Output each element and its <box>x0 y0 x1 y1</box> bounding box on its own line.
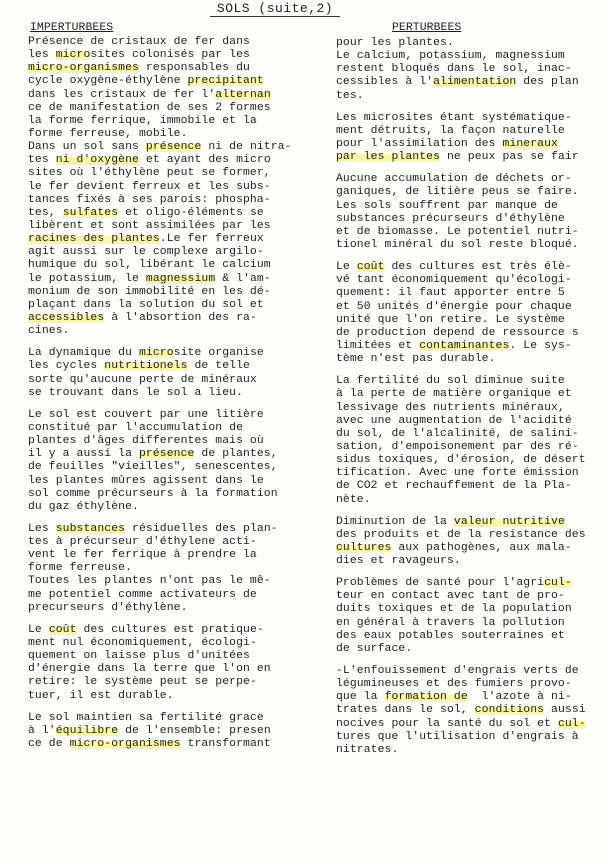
text-line: sol comme précurseurs à la formation <box>28 487 278 500</box>
text-line: libèrent et sont assimilées par les <box>28 219 271 232</box>
text-line: nitrates. <box>336 743 399 756</box>
text-line: agit aussi sur le complexe argilo- <box>28 246 264 259</box>
paragraph-gap <box>336 252 606 261</box>
paragraph <box>28 712 304 751</box>
text-line: Toutes les plantes n'ont pas le mê- <box>28 575 271 588</box>
text-line: nète. <box>336 493 371 506</box>
text-line: racines des plantes.Le fer ferreux <box>28 233 264 246</box>
paragraph-gap <box>28 400 304 409</box>
text-line: Les sols souffrent par manque de <box>336 199 558 212</box>
paragraph <box>336 516 606 569</box>
text-line: de production depend de ressource s <box>336 326 579 339</box>
text-line: dans les cristaux de fer l'alternan <box>28 88 271 101</box>
text-line: à la perte de matière organique et <box>336 388 572 401</box>
text-line: tionel minéral du sol reste bloqué. <box>336 238 579 251</box>
text-line: les microsites colonisés par les <box>28 49 250 62</box>
text-line: trates dans le sol, conditions aussi <box>336 704 586 717</box>
paragraph-gap <box>336 507 606 516</box>
text-line: les plantes mûres agissent dans le <box>28 474 264 487</box>
text-line: ce de micro-organismes transformant <box>28 738 271 751</box>
text-line: tuer, il est durable. <box>28 689 174 702</box>
text-line: dies et ravageurs. <box>336 555 461 568</box>
text-line: Les substances résiduelles des plan- <box>28 522 278 535</box>
text-line: de surface. <box>336 642 413 655</box>
paragraph-gap <box>28 703 304 712</box>
paragraph <box>336 665 606 757</box>
text-line: me potentiel comme activateurs de <box>28 588 257 601</box>
text-line: precurseurs d'éthylène. <box>28 601 188 614</box>
text-line: la forme ferrique, immobile et la <box>28 114 257 127</box>
text-line: de feuilles "vieilles", senescentes, <box>28 461 278 474</box>
text-line: teur en contact avec tant de pro- <box>336 590 565 603</box>
text-line: lessivage des nutrients minéraux, <box>336 401 565 414</box>
text-line: Le sol est couvert par une litière <box>28 408 264 421</box>
text-line: sation, d'empoisonement par des ré- <box>336 440 579 453</box>
text-line: duits toxiques et de la population <box>336 603 572 616</box>
text-line: avec une augmentation de l'acidité <box>336 414 572 427</box>
text-line: La fertilité du sol diminue suite <box>336 375 565 388</box>
right-column-heading: PERTURBEES <box>392 22 462 34</box>
text-line: tes, sulfates et oligo-éléments se <box>28 206 264 219</box>
text-line: vent le fer ferrique à prendre la <box>28 549 257 562</box>
text-line: des eaux potables souterraines et <box>336 629 565 642</box>
text-line: du gaz éthylène. <box>28 500 139 513</box>
text-line: quement: il faut apporter entre 5 <box>336 287 565 300</box>
text-line: légumineuses et des fumiers provo- <box>336 678 572 691</box>
text-line: vé tant économiquement qu'écologi- <box>336 274 572 287</box>
paragraph-gap <box>336 103 606 112</box>
text-line: le fer devient ferreux et les subs- <box>28 180 271 193</box>
paragraph <box>336 173 606 252</box>
text-line: cines. <box>28 325 70 338</box>
text-line: tes à précurseur d'éthylene acti- <box>28 536 257 549</box>
right-column-body <box>336 37 606 757</box>
text-line: cultures aux pathogènes, aux mala- <box>336 541 572 554</box>
text-line: sidus toxiques, d'érosion, de désert <box>336 454 586 467</box>
text-line: ganiques, de litière peus se faire. <box>336 186 579 199</box>
paragraph <box>28 347 304 400</box>
text-line: et de biomasse. Le potentiel nutri- <box>336 225 579 238</box>
paragraph-gap <box>28 615 304 624</box>
text-line: tes. <box>336 89 364 102</box>
text-line: pour l'assimilation des mineraux <box>336 137 558 150</box>
paragraph <box>336 577 606 656</box>
paragraph <box>336 112 606 165</box>
text-line: forme ferreuse, mobile. <box>28 127 188 140</box>
text-line: micro-organismes responsables du <box>28 62 250 75</box>
paragraph-gap <box>28 338 304 347</box>
paragraph <box>28 624 304 703</box>
page-title: SOLS (suite,2) <box>210 2 340 17</box>
text-line: accessibles à l'absortion des ra- <box>28 311 257 324</box>
text-line: constitué par l'accumulation de <box>28 421 244 434</box>
text-line: ce de manifestation de ses 2 formes <box>28 101 271 114</box>
text-line: Aucune accumulation de déchets or- <box>336 173 572 186</box>
text-line: cessibles à l'alimentation des plan <box>336 76 579 89</box>
text-line: en général à travers la pollution <box>336 616 565 629</box>
left-column-heading: IMPERTURBEES <box>30 22 114 34</box>
text-line: se trouvant dans le sol a lieu. <box>28 386 244 399</box>
text-line: du sol, de l'alcalinité, de salini- <box>336 427 579 440</box>
text-line: à l'équilibre de l'ensemble: presen <box>28 724 271 737</box>
text-line: nocives pour la santé du sol et cul- <box>336 717 586 730</box>
paragraph <box>28 523 304 615</box>
text-line: tème n'est pas durable. <box>336 353 496 366</box>
text-line: quement on laisse plus d'unitées <box>28 650 250 663</box>
text-line: tances fixés à ses parois: phospha- <box>28 193 271 206</box>
paragraph-gap <box>336 164 606 173</box>
paragraph-gap <box>336 366 606 375</box>
text-line: les cycles nutritionels de telle <box>28 360 250 373</box>
text-line: La dynamique du microsite organise <box>28 347 264 360</box>
text-line: il y a aussi la présence de plantes, <box>28 448 278 461</box>
text-line: par les plantes ne peux pas se fair <box>336 151 579 164</box>
text-line: Le calcium, potassium, magnessium <box>336 50 565 63</box>
paragraph <box>28 36 304 338</box>
text-line: Diminution de la valeur nutritive <box>336 515 565 528</box>
text-line: Dans un sol sans présence ni de nitra- <box>28 141 292 154</box>
text-line: plaçant dans la solution du sol et <box>28 298 264 311</box>
text-line: cycle oxygène-éthylène precipitant <box>28 75 264 88</box>
text-line: tification. Avec une forte émission <box>336 467 579 480</box>
text-line: pour les plantes. <box>336 37 454 49</box>
text-line: Le coût des cultures est très élè- <box>336 261 572 274</box>
text-line: -L'enfouissement d'engrais verts de <box>336 665 579 678</box>
text-line: substances précurseurs d'éthylène <box>336 212 565 225</box>
text-line: Présence de cristaux de fer dans <box>28 36 250 48</box>
left-column-body <box>28 36 304 751</box>
text-line: le potassium, le magnessium & l'am- <box>28 272 271 285</box>
text-line: retire: le système peut se perpe- <box>28 676 257 689</box>
text-line: limitées et contaminantes. Le sys- <box>336 339 572 352</box>
text-line: que la formation de l'azote à ni- <box>336 691 572 704</box>
text-line: plantes d'âges differentes mais où <box>28 435 264 448</box>
left-column <box>28 22 304 751</box>
text-line: des produits et de la resistance des <box>336 528 586 541</box>
text-line: de CO2 et rechauffement de la Pla- <box>336 480 572 493</box>
text-line: d'énergie dans la terre que l'on en <box>28 663 271 676</box>
paragraph <box>336 375 606 506</box>
paragraph-gap <box>336 656 606 665</box>
paragraph-gap <box>336 568 606 577</box>
paragraph <box>28 409 304 514</box>
paragraph-gap <box>28 514 304 523</box>
text-line: tures que l'utilisation d'engrais à <box>336 730 579 743</box>
text-line: restent bloqués dans le sol, inac- <box>336 63 572 76</box>
text-line: ment détruits, la façon naturelle <box>336 124 565 137</box>
text-line: tes ni d'oxygène et ayant des micro <box>28 154 271 167</box>
text-line: sorte qu'aucune perte de minéraux <box>28 373 257 386</box>
text-line: ment nul économiquement, écologi- <box>28 637 257 650</box>
text-line: sites où l'éthylène peut se former, <box>28 167 271 180</box>
text-line: Le coût des cultures est pratique- <box>28 623 264 636</box>
text-line: Le sol maintien sa fertilité grace <box>28 711 264 724</box>
text-line: unité que l'on retire. Le système <box>336 313 565 326</box>
right-column <box>336 22 606 757</box>
text-line: Problèmes de santé pour l'agricul- <box>336 577 572 590</box>
text-line: humique du sol, libérant le calcium <box>28 259 271 272</box>
text-line: Les microsites étant systématique- <box>336 111 572 124</box>
paragraph <box>336 261 606 366</box>
paragraph <box>336 37 606 103</box>
text-line: forme ferreuse. <box>28 562 133 575</box>
text-line: monium de son immobilité en les dé- <box>28 285 271 298</box>
text-line: et 50 unités d'énergie pour chaque <box>336 300 572 313</box>
